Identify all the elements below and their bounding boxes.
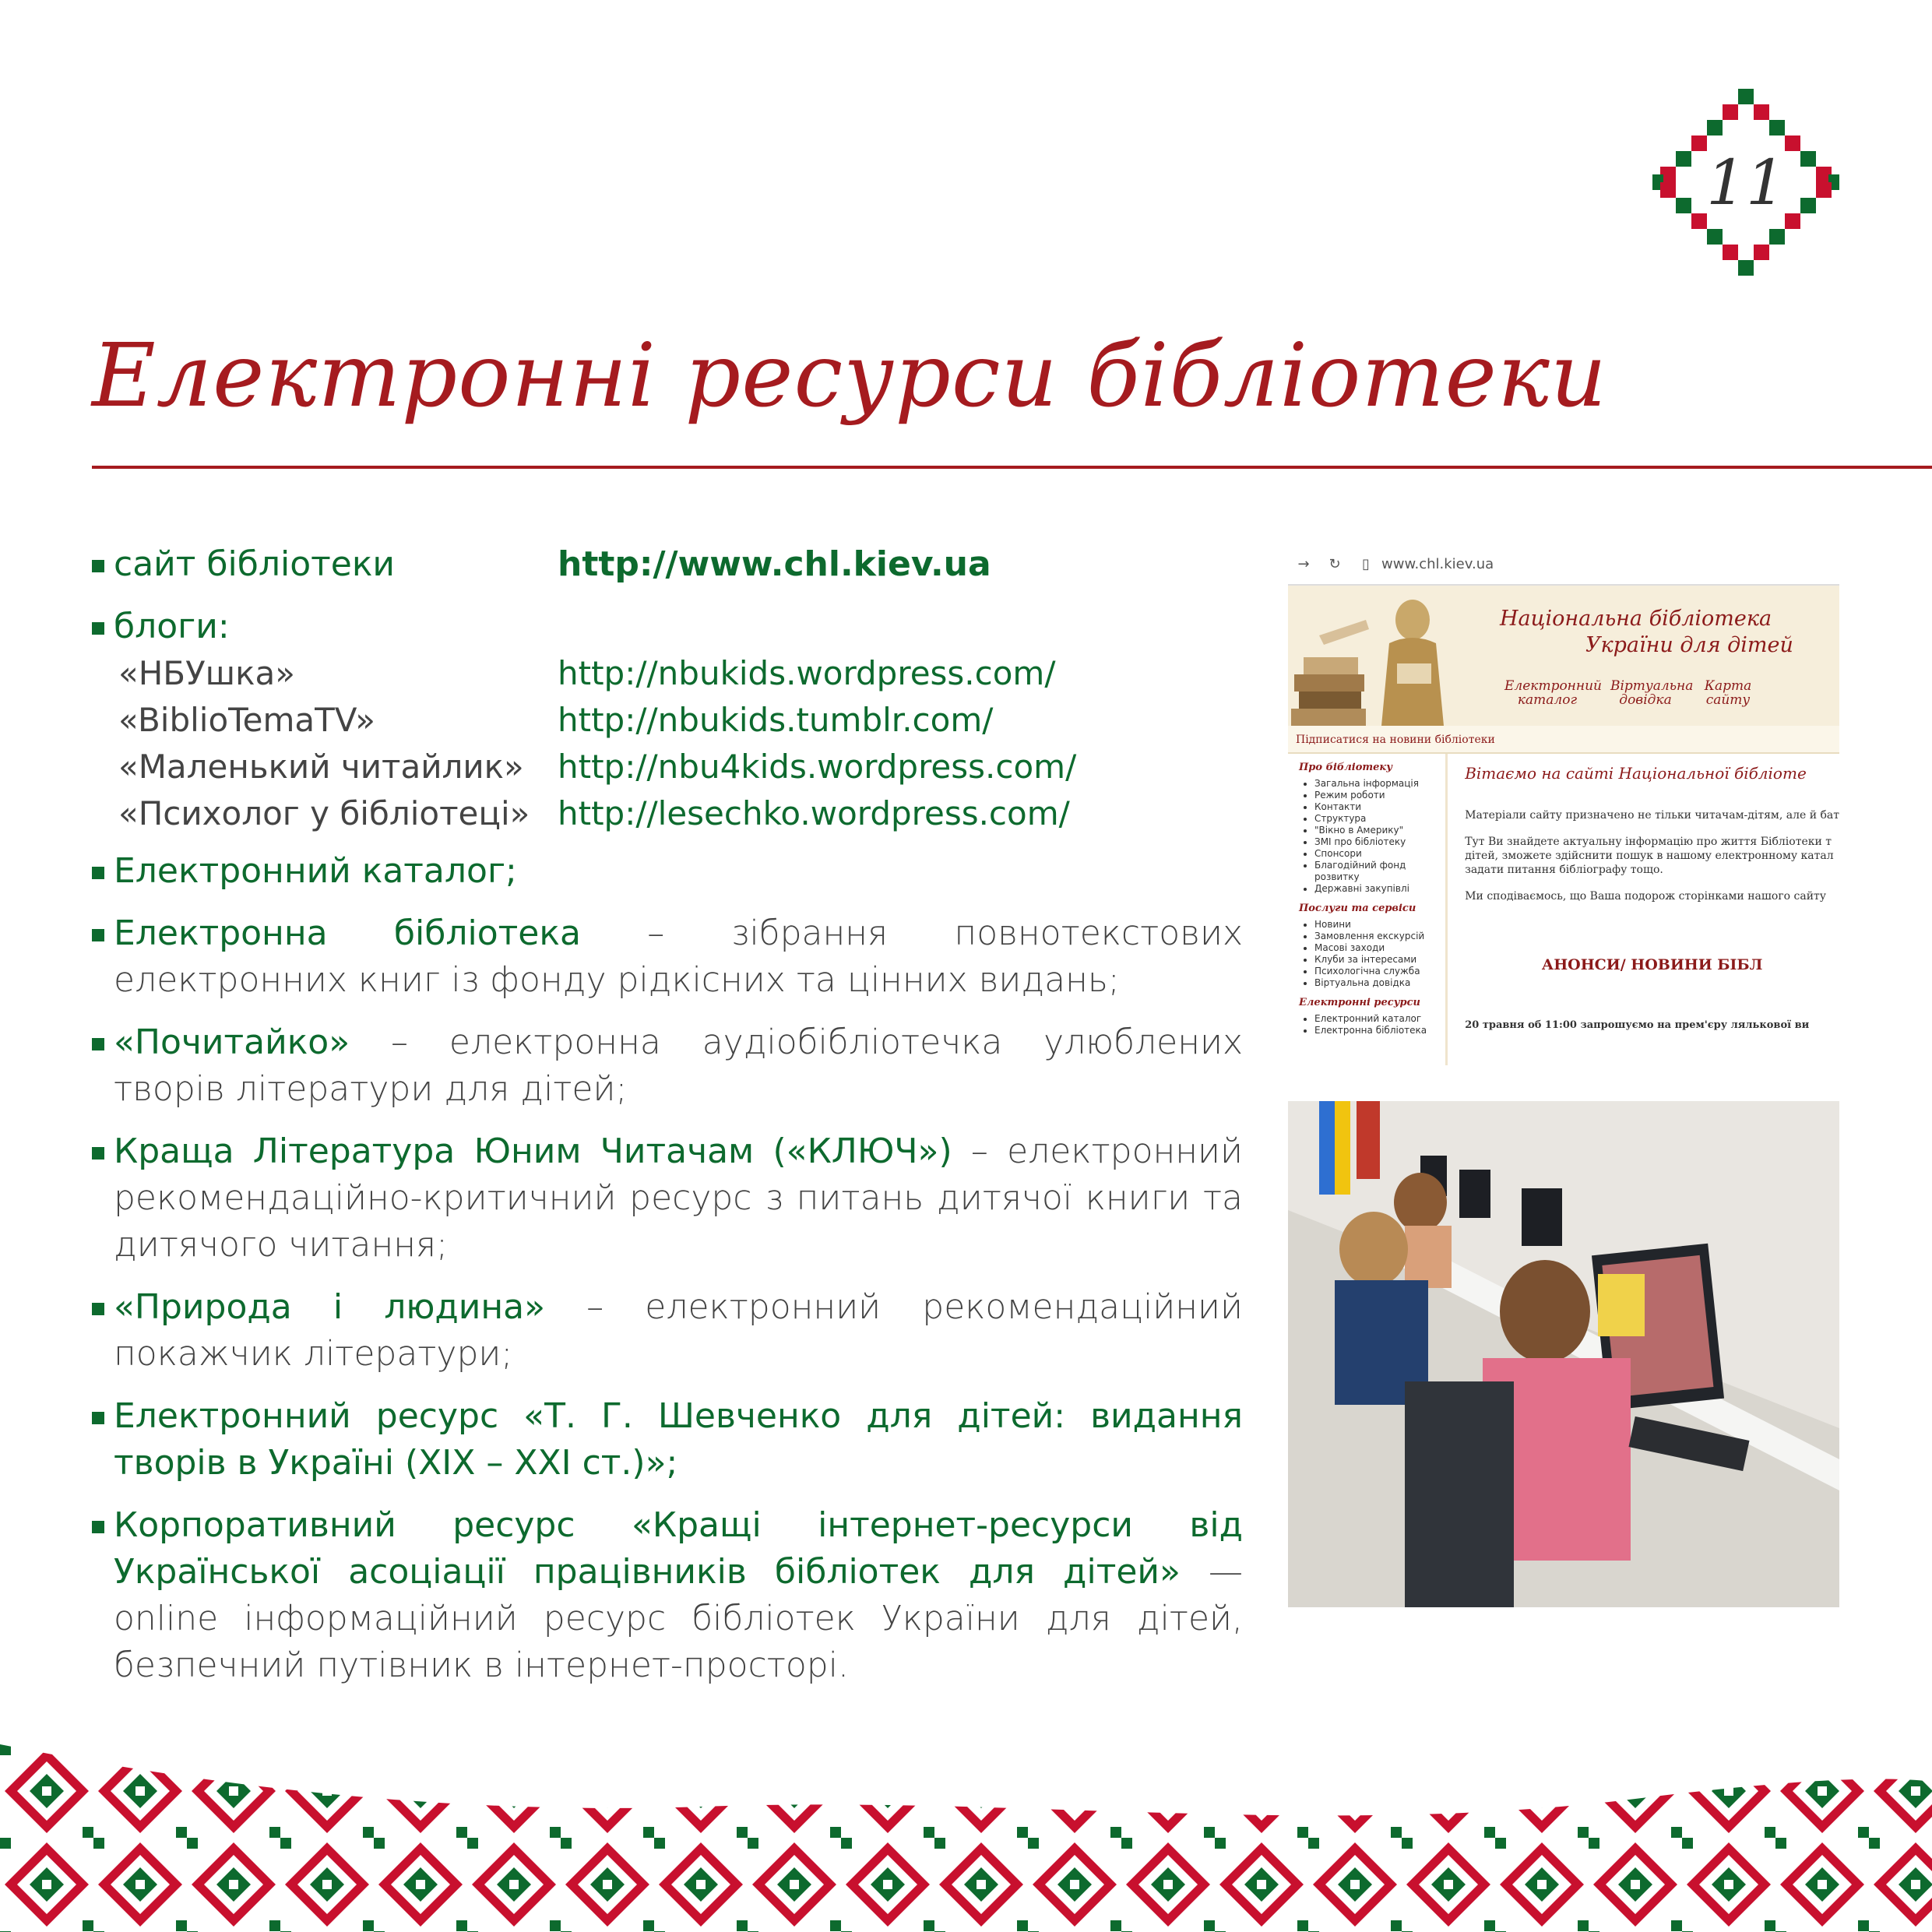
children-at-computers-photo	[1288, 1101, 1839, 1607]
website-screenshot	[1288, 544, 1839, 1053]
menu-item[interactable]: • Контакти	[1314, 801, 1434, 813]
menu-item[interactable]: • "Вікно в Америку"	[1314, 825, 1434, 836]
blog-row	[114, 650, 1243, 697]
blog-url-link[interactable]: http://nbukids.tumblr.com/	[558, 701, 994, 739]
resource-item	[92, 910, 1243, 1004]
page-number-badge	[1651, 87, 1841, 277]
menu-item[interactable]: • Структура	[1314, 813, 1434, 825]
site-main-content	[1448, 754, 1839, 1065]
browser-address-bar	[1288, 544, 1839, 586]
reload-icon: ↻	[1328, 555, 1341, 572]
menu-item[interactable]: • Державні закупівлі	[1314, 883, 1434, 895]
site-news-line: 20 травня об 11:00 запрошуємо на прем'єру лялькової ви	[1465, 1019, 1810, 1031]
site-paragraph: задати питання бібліографу тощо.	[1465, 864, 1663, 876]
resource-description: – електронна аудіобібліотечка улюблених творів літератури для дітей;	[114, 1022, 1243, 1109]
resource-description: – зібрання повнотекстових електронних книг із фонду рідкісних та цінних видань;	[114, 913, 1243, 1000]
menu-item[interactable]: • Загальна інформація	[1314, 778, 1434, 790]
embroidery-pattern-icon	[0, 1744, 1932, 1932]
site-paragraph: Тут Ви знайдете актуальну інформацію про життя Бібліотеки т	[1465, 836, 1832, 848]
site-item	[92, 541, 1243, 588]
site-title-line1: Національна бібліотека	[1500, 607, 1772, 631]
blog-row	[114, 744, 1243, 790]
menu-item[interactable]: • Електронна бібліотека	[1314, 1025, 1434, 1036]
resource-description: – електронний рекомендаційний покажчик літератури;	[114, 1287, 1243, 1374]
site-title	[1500, 606, 1793, 659]
menu-heading: Послуги та сервіси	[1299, 903, 1416, 914]
menu-heading: Про бібліотеку	[1299, 762, 1393, 773]
browser-address: www.chl.kiev.ua	[1381, 555, 1494, 572]
menu-item[interactable]: • Клуби за інтересами	[1314, 954, 1434, 966]
blog-name: «Маленький читайлик»	[118, 748, 524, 786]
blog-url-link[interactable]: http://lesechko.wordpress.com/	[558, 794, 1070, 832]
site-url-link[interactable]: http://www.chl.kiev.ua	[558, 544, 991, 584]
site-sidebar-menu	[1288, 754, 1448, 1065]
forward-arrow-icon: →	[1297, 555, 1310, 572]
resource-item	[92, 1393, 1243, 1487]
page-title: Електронні ресурси бібліотеки	[92, 326, 1607, 427]
resource-title: Краща Література Юним Читачам («КЛЮЧ»)	[114, 1131, 952, 1171]
menu-item[interactable]: • Електронний каталог	[1314, 1013, 1434, 1025]
resource-title: Електронна бібліотека	[114, 913, 581, 953]
statue-with-books-icon	[1288, 589, 1490, 726]
site-paragraph: дітей, зможете здійснити пошук в нашому електронному катал	[1465, 850, 1834, 862]
children-computers-illustration	[1288, 1101, 1839, 1607]
page-icon: ▯	[1362, 555, 1370, 572]
resource-item	[92, 1019, 1243, 1113]
site-label: сайт бібліотеки	[114, 544, 396, 584]
menu-item[interactable]: • Замовлення екскурсій	[1314, 931, 1434, 942]
resource-title: Електронний каталог;	[114, 851, 517, 891]
site-nav	[1504, 679, 1755, 707]
blog-url-link[interactable]: http://nbukids.wordpress.com/	[558, 654, 1056, 692]
page-number: 11	[1706, 146, 1786, 219]
menu-item[interactable]: • Благодійний фонд розвитку	[1314, 860, 1434, 883]
site-body	[1288, 754, 1839, 1065]
resource-title: Електронний ресурс «Т. Г. Шевченко для дітей: видання творів в Україні (XIX – XXI ст.)»;	[114, 1396, 1243, 1483]
blog-name: «BiblioTemaTV»	[118, 701, 375, 739]
site-paragraph: Ми сподіваємось, що Ваша подорож сторінками нашого сайту	[1465, 890, 1827, 903]
resource-title: «Почитайко»	[114, 1022, 350, 1062]
resource-item	[92, 1284, 1243, 1378]
menu-item[interactable]: • Новини	[1314, 919, 1434, 931]
menu-heading: Електронні ресурси	[1299, 997, 1420, 1008]
resource-description: – електронний рекомендаційно-критичний ресурс з питань дитячої книги та дитячого читання;	[114, 1131, 1243, 1265]
blog-url-link[interactable]: http://nbu4kids.wordpress.com/	[558, 748, 1077, 786]
title-divider	[92, 466, 1932, 469]
blog-row	[114, 697, 1243, 744]
menu-item[interactable]: • Режим роботи	[1314, 790, 1434, 801]
embroidery-ornament-border	[0, 1744, 1932, 1932]
menu-item[interactable]: • Віртуальна довідка	[1314, 977, 1434, 989]
menu-item[interactable]: • ЗМІ про бібліотеку	[1314, 836, 1434, 848]
resource-item	[92, 848, 1243, 895]
resource-list	[92, 541, 1243, 1705]
resource-item	[92, 1128, 1243, 1269]
site-title-line2: України для дітей	[1585, 633, 1793, 657]
site-nav-item[interactable]: Електронний каталог	[1504, 678, 1602, 708]
site-nav-item[interactable]: Віртуальна довідка	[1610, 678, 1694, 708]
site-header	[1288, 586, 1839, 726]
site-nav-item[interactable]: Карта сайту	[1704, 678, 1752, 708]
subscribe-link[interactable]: Підписатися на новини бібліотеки	[1288, 726, 1839, 754]
blog-row	[114, 790, 1243, 837]
resource-title: «Природа і людина»	[114, 1287, 546, 1327]
resource-title: Корпоративний ресурс «Кращі інтернет-ресурси від Української асоціації працівників бібліотек для дітей»	[114, 1505, 1243, 1592]
menu-item[interactable]: • Масові заходи	[1314, 942, 1434, 954]
blogs-label: блоги:	[114, 607, 230, 646]
blog-name: «Психолог у бібліотеці»	[118, 794, 530, 832]
site-welcome: Вітаємо на сайті Національної бібліоте	[1465, 764, 1807, 783]
site-paragraph: Матеріали сайту призначено не тільки читачам-дітям, але й бат	[1465, 809, 1839, 822]
resource-item	[92, 1502, 1243, 1689]
blogs-item	[92, 604, 1243, 837]
site-anons-heading: АНОНСИ/ НОВИНИ БІБЛ	[1541, 956, 1763, 973]
resource-description: — online інформаційний ресурс бібліотек України для дітей, безпечний путівник в інтернет-просторі.	[114, 1552, 1243, 1685]
blog-name: «НБУшка»	[118, 654, 295, 692]
menu-item[interactable]: • Спонсори	[1314, 848, 1434, 860]
menu-item[interactable]: • Психологічна служба	[1314, 966, 1434, 977]
